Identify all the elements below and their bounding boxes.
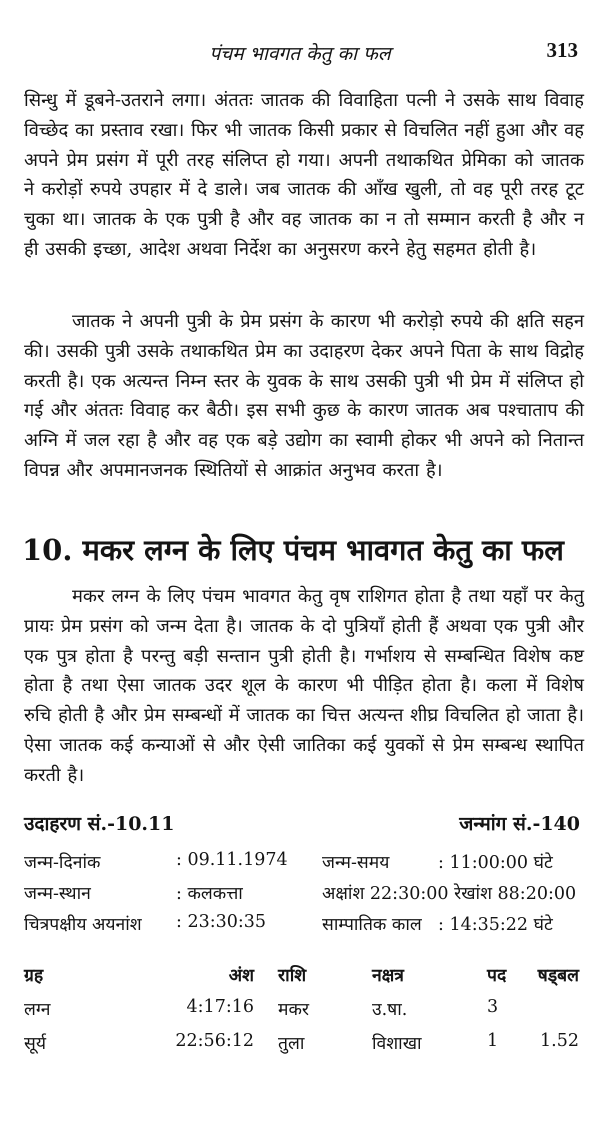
example-header: [24, 810, 580, 840]
example-number: उदाहरण सं.-10.11: [24, 813, 175, 835]
table-header-row: [24, 963, 584, 997]
header-graha: ग्रह: [24, 966, 44, 986]
birth-date-value: : 09.11.1974: [176, 850, 288, 870]
cell-ansh: 4:17:16: [186, 997, 254, 1017]
header-ansh: अंश: [228, 966, 254, 986]
paragraph-1: सिन्धु में डूबने-उतराने लगा। अंततः जातक की विवाहिता पत्नी ने उसके साथ विवाह विच्छेद का प्रस्ताव रखा। फिर भी जातक किसी प्रकार से विचलित नहीं हुआ और वह अपने प्रेम प्रसंग में पूरी तरह संलिप्त हो गया। अपनी तथाकथित प्रेमिका को जातक ने करोड़ों रुपये उपहार में दे डाले। जब जातक की आँख खुली, तो वह पूरी तरह टूट चुका था। जातक के एक पुत्री है और वह जातक का न तो सम्मान करती है और न ही उसकी इच्छा, आदेश अथवा निर्देश का अनुसरण करने हेतु सहमत होती है।: [24, 90, 584, 260]
birth-date-label: जन्म-दिनांक: [24, 853, 101, 873]
ayanamsa-value: : 23:30:35: [176, 912, 267, 932]
cell-shadbal: 1.52: [540, 1031, 579, 1051]
cell-graha: सूर्य: [24, 1034, 46, 1054]
sidereal-time-value: : 14:35:22 घंटे: [438, 915, 553, 935]
table-row: [24, 1031, 584, 1065]
birth-place-value: : कलकत्ता: [176, 884, 243, 904]
page-number: 313: [546, 38, 578, 62]
header-pad: पद: [487, 966, 507, 986]
cell-nakshatra: विशाखा: [372, 1034, 422, 1054]
paragraph-3: मकर लग्न के लिए पंचम भावगत केतु वृष राशिगत होता है तथा यहाँ पर केतु प्रायः प्रेम प्रसंग को जन्म देता है। जातक के दो पुत्रियाँ होती हैं अथवा एक पुत्री और एक पुत्र होता है परन्तु बड़ी सन्तान पुत्री होती है। गर्भाशय से सम्बन्धित विशेष कष्ट होता है तथा ऐसा जातक उदर शूल के कारण भी पीड़ित होता है। कला में विशेष रुचि होती है और प्रेम सम्बन्धों में जातक का चित्त अत्यन्त शीघ्र विचलित हो जाता है। ऐसा जातक कई कन्याओं से और ऐसी जातिका कई युवकों से प्रेम सम्बन्ध स्थापित करती है।: [24, 586, 584, 786]
paragraph-2: जातक ने अपनी पुत्री के प्रेम प्रसंग के कारण भी करोड़ो रुपये की क्षति सहन की। उसकी पुत्री उसके तथाकथित प्रेम का उदाहरण देकर अपने पिता के साथ विद्रोह करती है। एक अत्यन्त निम्न स्तर के युवक के साथ उसकी पुत्री भी प्रेम में संलिप्त हो गई और अंततः विवाह कर बैठी। इस सभी कुछ के कारण जातक अब पश्चाताप की अग्नि में जल रहा है और वह एक बड़े उद्योग का स्वामी होकर भी अपने को नितान्त विपन्न और अपमानजनक स्थितियों से आक्रांत अनुभव करता है।: [24, 311, 584, 481]
details-row: [24, 881, 584, 912]
planet-table: [24, 963, 584, 1065]
cell-pad: 1: [487, 1031, 499, 1051]
running-header: [0, 40, 600, 74]
birth-time-label: जन्म-समय: [322, 853, 390, 873]
table-row: [24, 997, 584, 1031]
birth-details: [24, 850, 584, 943]
section-heading: 10. मकर लग्न के लिए पंचम भावगत केतु का फल: [22, 533, 564, 567]
header-rashi: राशि: [278, 966, 307, 986]
ayanamsa-label: चित्रपक्षीय अयनांश: [24, 915, 142, 935]
cell-rashi: तुला: [278, 1034, 305, 1054]
birth-time-value: : 11:00:00 घंटे: [438, 853, 553, 873]
header-shadbal: षड्बल: [537, 966, 579, 986]
running-title: पंचम भावगत केतु का फल: [209, 43, 391, 65]
birth-place-label: जन्म-स्थान: [24, 884, 91, 904]
cell-graha: लग्न: [24, 1000, 51, 1020]
lat-long: अक्षांश 22:30:00 रेखांश 88:20:00: [322, 884, 577, 904]
sidereal-time-label: साम्पातिक काल: [322, 915, 422, 935]
details-row: [24, 850, 584, 881]
cell-rashi: मकर: [278, 1000, 310, 1020]
cell-ansh: 22:56:12: [175, 1031, 254, 1051]
details-row: [24, 912, 584, 943]
cell-nakshatra: उ.षा.: [372, 1000, 408, 1020]
header-nakshatra: नक्षत्र: [372, 966, 404, 986]
cell-pad: 3: [487, 997, 499, 1017]
chart-number: जन्मांग सं.-140: [459, 813, 580, 835]
